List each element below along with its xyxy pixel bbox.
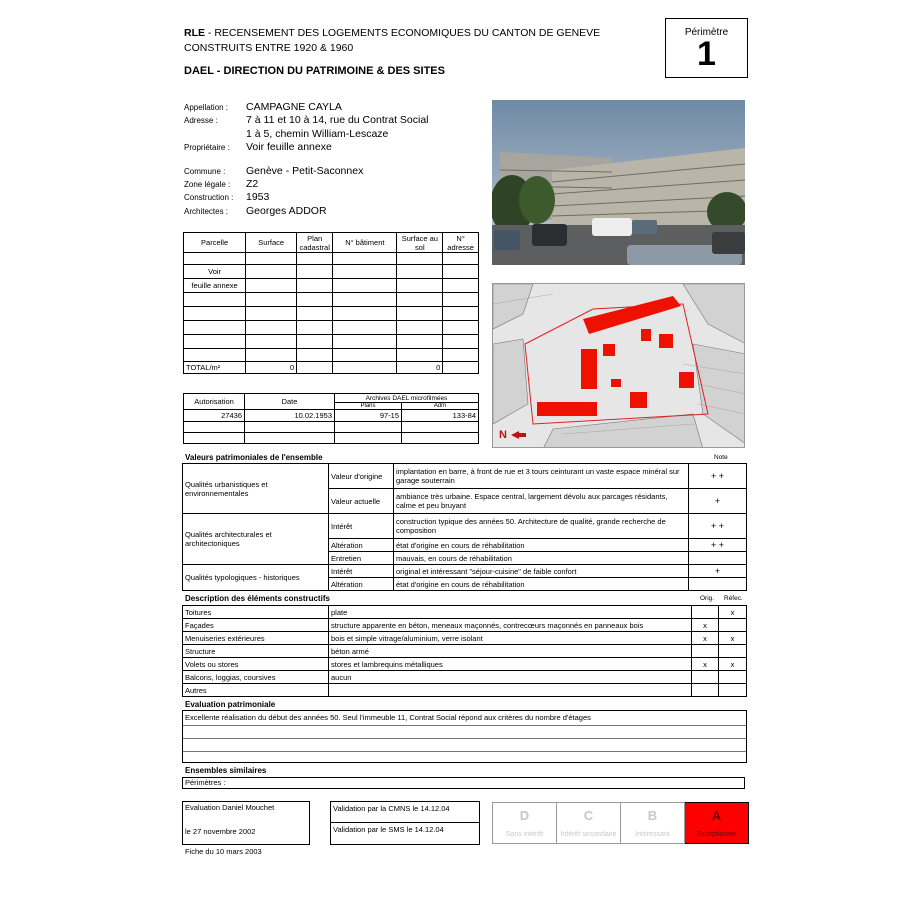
adm-value: 133-84 (402, 410, 479, 422)
total-sol: 0 (397, 362, 443, 374)
valeurs-note: + (689, 489, 747, 514)
perimetre-label: Périmètre (684, 27, 729, 38)
commune-key: Commune : (184, 166, 226, 176)
description-text: béton armé (329, 645, 692, 658)
refec-header: Réfec. (724, 595, 743, 602)
valeurs-note: + + (689, 539, 747, 552)
note-header: Note (714, 454, 728, 461)
proprietaire-key: Propriétaire : (184, 143, 230, 153)
valeurs-sub: Entretien (329, 552, 394, 565)
description-orig (692, 671, 719, 684)
auth-value: 27436 (184, 410, 245, 422)
appellation-value: CAMPAGNE CAYLA (246, 101, 342, 113)
h-adm: Adm (402, 403, 479, 410)
valeurs-sub: Intérêt (329, 565, 394, 578)
construction-value: 1953 (246, 191, 270, 204)
validation-box (330, 801, 480, 845)
description-row (183, 619, 747, 632)
description-row (183, 632, 747, 645)
description-refec: x (719, 658, 747, 671)
evaluation-signature-box (182, 801, 310, 845)
rating-c (557, 803, 621, 844)
perimetres-field: Périmètres : (182, 777, 745, 789)
site-map (492, 283, 745, 448)
description-table (182, 605, 747, 697)
valeurs-group: Qualités urbanistiques et environnementales (183, 464, 329, 514)
building-photo (492, 100, 745, 265)
h-auth: Autorisation (184, 394, 245, 410)
rating-letter: C (583, 808, 594, 823)
description-label: Façades (183, 619, 329, 632)
description-refec (719, 684, 747, 697)
description-label: Toitures (183, 606, 329, 619)
valeurs-sub: Altération (329, 578, 394, 591)
perimetre-box (665, 18, 748, 78)
description-text: aucun (329, 671, 692, 684)
rating-a (685, 803, 749, 844)
zone-value: Z2 (246, 177, 259, 190)
appellation-key: Appellation : (184, 103, 229, 112)
architectes-key: Architectes : (184, 206, 229, 216)
architectes-value: Georges ADDOR (246, 204, 327, 217)
valeurs-sub: Altération (329, 539, 394, 552)
zone-key: Zone légale : (184, 179, 231, 189)
commune-value: Genève - Petit-Saconnex (246, 164, 364, 177)
dael-title: DAEL - DIRECTION DU PATRIMOINE & DES SITES (184, 65, 445, 77)
description-text: plate (329, 606, 692, 619)
rating-letter: D (519, 808, 530, 823)
header-title: RLE - RECENSEMENT DES LOGEMENTS ECONOMIQUES DU CANTON DE GENEVE CONSTRUITS ENTRE 1920 & 1960 (184, 27, 601, 54)
feuille-text: feuille annexe (184, 279, 246, 293)
info-block (184, 101, 484, 218)
valeurs-text: ambiance très urbaine. Espace central, largement dévolu aux parcages résidants, calme et peu bruyant (394, 489, 689, 514)
valeurs-text: original et intéressant "séjour-cuisine" de faible confort (394, 565, 689, 578)
h-batiment: N° bâtiment (333, 233, 397, 253)
description-orig (692, 684, 719, 697)
eval-date: le 27 novembre 2002 (185, 827, 256, 836)
validation-sms: Validation par le SMS le 14.12.04 (333, 825, 444, 834)
valeurs-note: + + (689, 514, 747, 539)
description-label: Autres (183, 684, 329, 697)
h-surface-sol: Surface au sol (397, 233, 443, 253)
valeurs-row (183, 464, 747, 489)
construction-key: Construction : (184, 193, 234, 203)
h-adresse: N° adresse (443, 233, 479, 253)
valeurs-text: implantation en barre, à front de rue et 3 tours ceinturant un vaste espace minéral sur garage souterrain (394, 464, 689, 489)
description-label: Structure (183, 645, 329, 658)
description-text (329, 684, 692, 697)
rating-b (621, 803, 685, 844)
fiche-date: Fiche du 10 mars 2003 (185, 847, 262, 856)
description-refec: x (719, 632, 747, 645)
h-surface: Surface (246, 233, 297, 253)
valeurs-row (183, 565, 747, 578)
evaluation-box (182, 710, 747, 763)
description-row (183, 645, 747, 658)
validation-cmns: Validation par la CMNS le 14.12.04 (331, 802, 479, 823)
h-plans: Plans (335, 403, 402, 410)
description-orig (692, 606, 719, 619)
rating-label: Exceptionnel (696, 831, 737, 838)
valeurs-text: état d'origine en cours de réhabilitation (394, 539, 689, 552)
valeurs-text: état d'origine en cours de réhabilitation (394, 578, 689, 591)
description-label: Balcons, loggias, coursives (183, 671, 329, 684)
description-refec (719, 645, 747, 658)
map-north-label: N (499, 429, 507, 441)
rating-label: Sans intérêt (505, 831, 544, 838)
valeurs-row (183, 514, 747, 539)
rating-letter: A (711, 808, 722, 823)
perimetre-number: 1 (697, 35, 716, 73)
rating-label: Intéressant (635, 831, 670, 838)
valeurs-table (182, 463, 747, 591)
valeurs-group: Qualités architecturales et architectoniques (183, 514, 329, 565)
description-text: stores et lambrequins métalliques (329, 658, 692, 671)
eval-by: Evaluation Daniel Mouchet (185, 803, 275, 812)
h-plan: Plan cadastral (297, 233, 333, 253)
h-parcelle: Parcelle (184, 233, 246, 253)
auth-table (183, 393, 479, 444)
valeurs-note (689, 552, 747, 565)
description-row (183, 606, 747, 619)
total-surface: 0 (246, 362, 297, 374)
h-date: Date (245, 394, 335, 410)
valeurs-note (689, 578, 747, 591)
description-text: bois et simple vitrage/aluminium, verre isolant (329, 632, 692, 645)
description-label: Menuiseries extérieures (183, 632, 329, 645)
date-value: 10.02.1953 (245, 410, 335, 422)
description-orig (692, 645, 719, 658)
rating-label: Intérêt secondaire (560, 831, 617, 838)
h-archives: Archives DAEL microfilmées (335, 394, 479, 403)
valeurs-text: mauvais, en cours de réhabilitation (394, 552, 689, 565)
orig-header: Orig. (700, 595, 715, 602)
rating-d (493, 803, 557, 844)
valeurs-text: construction typique des années 50. Architecture de qualité, grande recherche de composition (394, 514, 689, 539)
evaluation-title: Evaluation patrimoniale (185, 700, 276, 709)
rating-letter: B (647, 808, 658, 823)
valeurs-note: + (689, 565, 747, 578)
adresse-value-1: 7 à 11 et 10 à 14, rue du Contrat Social (246, 114, 429, 127)
description-orig: x (692, 619, 719, 632)
valeurs-group: Qualités typologiques - historiques (183, 565, 329, 591)
parcel-table (183, 232, 479, 374)
adresse-value-2: 1 à 5, chemin William-Lescaze (246, 127, 389, 140)
description-orig: x (692, 632, 719, 645)
valeurs-sub: Valeur actuelle (329, 489, 394, 514)
plans-value: 97-15 (335, 410, 402, 422)
valeurs-sub: Intérêt (329, 514, 394, 539)
description-orig: x (692, 658, 719, 671)
valeurs-sub: Valeur d'origine (329, 464, 394, 489)
description-row (183, 671, 747, 684)
description-row (183, 684, 747, 697)
description-text: structure apparente en béton, meneaux maçonnés, contrecœurs maçonnés en panneaux bois (329, 619, 692, 632)
valeurs-title: Valeurs patrimoniales de l'ensemble (185, 453, 323, 462)
proprietaire-value: Voir feuille annexe (246, 141, 332, 154)
evaluation-text: Excellente réalisation du début des années 50. Seul l'immeuble 11, Contrat Social répond aux critères du nombre d'étages (183, 711, 746, 726)
description-label: Volets ou stores (183, 658, 329, 671)
total-label: TOTAL/m² (184, 362, 246, 374)
description-refec (719, 671, 747, 684)
ensembles-title: Ensembles similaires (185, 766, 267, 775)
valeurs-note: + + (689, 464, 747, 489)
description-refec: x (719, 606, 747, 619)
rating-scale (492, 802, 749, 844)
description-title: Description des éléments constructifs (185, 594, 330, 603)
description-row (183, 658, 747, 671)
description-refec (719, 619, 747, 632)
voir-text: Voir (184, 265, 246, 279)
adresse-key: Adresse : (184, 116, 218, 126)
